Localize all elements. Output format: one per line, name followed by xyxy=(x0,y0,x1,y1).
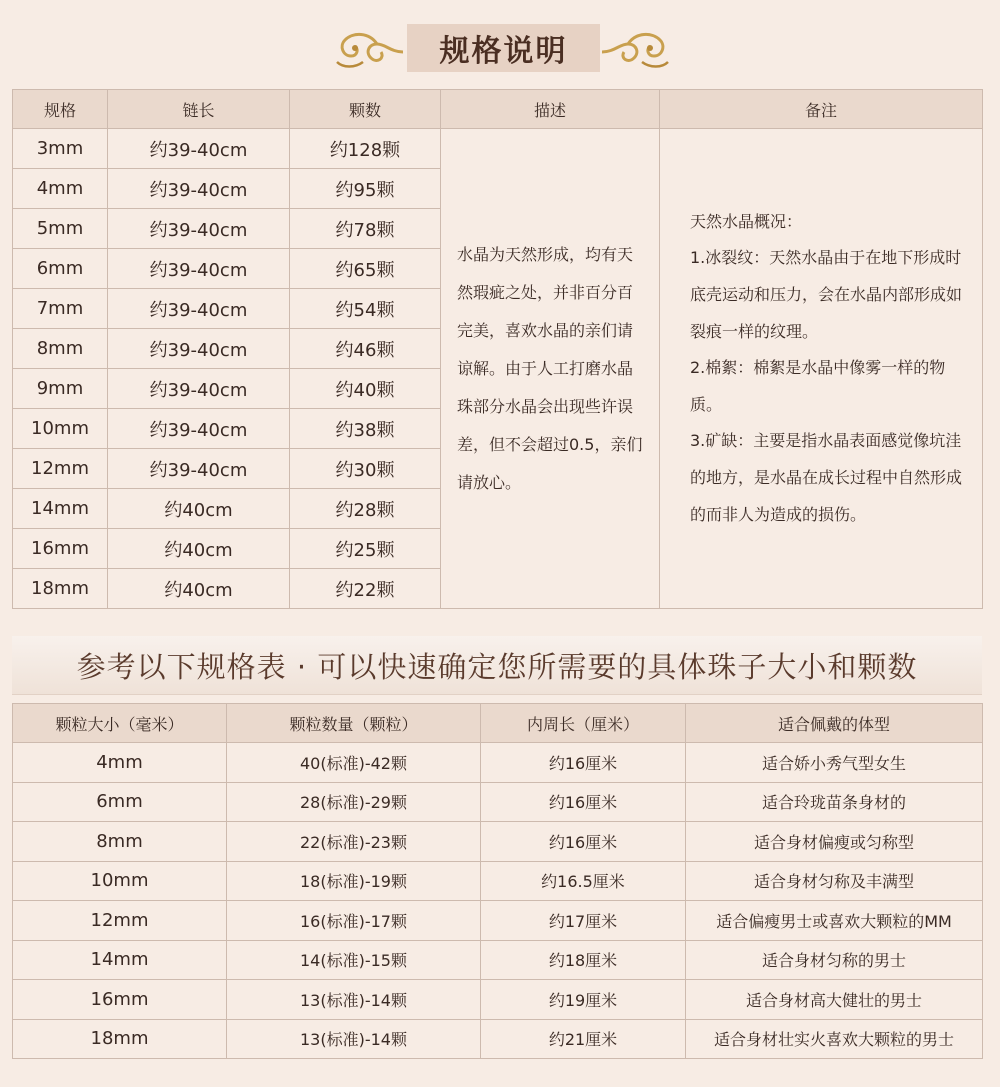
table-row xyxy=(13,1019,983,1059)
table-row xyxy=(13,782,983,822)
reference-table-header xyxy=(13,704,983,743)
header-chain-length: 链长 xyxy=(108,90,290,129)
bead-count-cell: 约38颗 xyxy=(290,409,441,449)
bead-size-cell: 8mm xyxy=(13,822,227,862)
table-row xyxy=(13,901,983,941)
body-type-cell: 适合偏瘦男士或喜欢大颗粒的MM xyxy=(686,901,983,941)
bead-count-cell: 约40颗 xyxy=(290,369,441,409)
bead-quantity-cell: 18(标准)-19颗 xyxy=(227,861,481,901)
spec-table-header xyxy=(13,90,983,129)
header-suitable-body-type: 适合佩戴的体型 xyxy=(686,704,983,743)
body-type-cell: 适合娇小秀气型女生 xyxy=(686,743,983,783)
chain-length-cell: 约39-40cm xyxy=(108,169,290,209)
description-cell: 水晶为天然形成，均有天然瑕疵之处，并非百分百完美，喜欢水晶的亲们请谅解。由于人工打磨水晶珠部分水晶会出现些许误差，但不会超过0.5，亲们请放心。 xyxy=(441,129,660,609)
bead-quantity-cell: 28(标准)-29颗 xyxy=(227,782,481,822)
inner-circumference-cell: 约17厘米 xyxy=(481,901,686,941)
bead-size-cell: 18mm xyxy=(13,1019,227,1059)
spec-cell: 7mm xyxy=(13,289,108,329)
bead-quantity-cell: 14(标准)-15颗 xyxy=(227,940,481,980)
spec-cell: 14mm xyxy=(13,489,108,529)
spec-cell: 5mm xyxy=(13,209,108,249)
spec-cell: 6mm xyxy=(13,249,108,289)
spec-cell: 8mm xyxy=(13,329,108,369)
header-notes: 备注 xyxy=(660,90,983,129)
bead-count-cell: 约95颗 xyxy=(290,169,441,209)
chain-length-cell: 约39-40cm xyxy=(108,129,290,169)
spec-cell: 12mm xyxy=(13,449,108,489)
bead-quantity-cell: 13(标准)-14颗 xyxy=(227,1019,481,1059)
header-bead-count: 颗数 xyxy=(290,90,441,129)
bead-count-cell: 约78颗 xyxy=(290,209,441,249)
table-row xyxy=(13,980,983,1020)
note-line: 1.冰裂纹：天然水晶由于在地下形成时底壳运动和压力，会在水晶内部形成如裂痕一样的纹理。 xyxy=(690,248,963,341)
bead-size-cell: 4mm xyxy=(13,743,227,783)
title-banner xyxy=(0,18,1000,78)
bead-quantity-cell: 16(标准)-17颗 xyxy=(227,901,481,941)
reference-table xyxy=(12,703,983,1059)
chain-length-cell: 约39-40cm xyxy=(108,329,290,369)
table-row xyxy=(13,129,983,169)
bead-quantity-cell: 13(标准)-14颗 xyxy=(227,980,481,1020)
bead-count-cell: 约25颗 xyxy=(290,529,441,569)
inner-circumference-cell: 约21厘米 xyxy=(481,1019,686,1059)
body-type-cell: 适合身材高大健壮的男士 xyxy=(686,980,983,1020)
ornament-right-icon xyxy=(600,22,672,76)
chain-length-cell: 约39-40cm xyxy=(108,409,290,449)
bead-count-cell: 约46颗 xyxy=(290,329,441,369)
spec-cell: 18mm xyxy=(13,569,108,609)
spec-cell: 9mm xyxy=(13,369,108,409)
bead-size-cell: 12mm xyxy=(13,901,227,941)
inner-circumference-cell: 约16厘米 xyxy=(481,743,686,783)
chain-length-cell: 约40cm xyxy=(108,529,290,569)
bead-quantity-cell: 22(标准)-23颗 xyxy=(227,822,481,862)
bead-count-cell: 约128颗 xyxy=(290,129,441,169)
spec-cell: 16mm xyxy=(13,529,108,569)
table-row xyxy=(13,743,983,783)
spec-cell: 10mm xyxy=(13,409,108,449)
page-title: 规格说明 xyxy=(407,24,600,72)
bead-quantity-cell: 40(标准)-42颗 xyxy=(227,743,481,783)
inner-circumference-cell: 约16厘米 xyxy=(481,782,686,822)
ornament-left-icon xyxy=(333,22,405,76)
chain-length-cell: 约39-40cm xyxy=(108,449,290,489)
bead-size-cell: 14mm xyxy=(13,940,227,980)
inner-circumference-cell: 约16厘米 xyxy=(481,822,686,862)
bead-count-cell: 约28颗 xyxy=(290,489,441,529)
bead-count-cell: 约22颗 xyxy=(290,569,441,609)
bead-count-cell: 约65颗 xyxy=(290,249,441,289)
table-row xyxy=(13,940,983,980)
header-inner-circumference: 内周长（厘米） xyxy=(481,704,686,743)
body-type-cell: 适合身材匀称的男士 xyxy=(686,940,983,980)
body-type-cell: 适合身材偏瘦或匀称型 xyxy=(686,822,983,862)
header-bead-quantity: 颗粒数量（颗粒） xyxy=(227,704,481,743)
bead-size-cell: 6mm xyxy=(13,782,227,822)
inner-circumference-cell: 约18厘米 xyxy=(481,940,686,980)
inner-circumference-cell: 约16.5厘米 xyxy=(481,861,686,901)
body-type-cell: 适合身材匀称及丰满型 xyxy=(686,861,983,901)
body-type-cell: 适合身材壮实火喜欢大颗粒的男士 xyxy=(686,1019,983,1059)
note-line: 天然水晶概况： xyxy=(690,211,803,231)
note-line: 2.棉絮：棉絮是水晶中像雾一样的物质。 xyxy=(690,358,946,414)
body-type-cell: 适合玲珑苗条身材的 xyxy=(686,782,983,822)
table-row xyxy=(13,822,983,862)
header-bead-size: 颗粒大小（毫米） xyxy=(13,704,227,743)
spec-table xyxy=(12,89,983,609)
spec-cell: 3mm xyxy=(13,129,108,169)
header-spec: 规格 xyxy=(13,90,108,129)
chain-length-cell: 约39-40cm xyxy=(108,289,290,329)
header-description: 描述 xyxy=(441,90,660,129)
bead-count-cell: 约30颗 xyxy=(290,449,441,489)
bead-size-cell: 10mm xyxy=(13,861,227,901)
chain-length-cell: 约39-40cm xyxy=(108,209,290,249)
chain-length-cell: 约39-40cm xyxy=(108,249,290,289)
table-row xyxy=(13,861,983,901)
inner-circumference-cell: 约19厘米 xyxy=(481,980,686,1020)
chain-length-cell: 约39-40cm xyxy=(108,369,290,409)
bead-size-cell: 16mm xyxy=(13,980,227,1020)
bead-count-cell: 约54颗 xyxy=(290,289,441,329)
notes-cell xyxy=(660,129,983,609)
spec-cell: 4mm xyxy=(13,169,108,209)
chain-length-cell: 约40cm xyxy=(108,489,290,529)
chain-length-cell: 约40cm xyxy=(108,569,290,609)
reference-heading: 参考以下规格表 · 可以快速确定您所需要的具体珠子大小和颗数 xyxy=(12,636,982,695)
note-line: 3.矿缺：主要是指水晶表面感觉像坑洼的地方，是水晶在成长过程中自然形成的而非人为造成的损伤。 xyxy=(690,431,963,524)
